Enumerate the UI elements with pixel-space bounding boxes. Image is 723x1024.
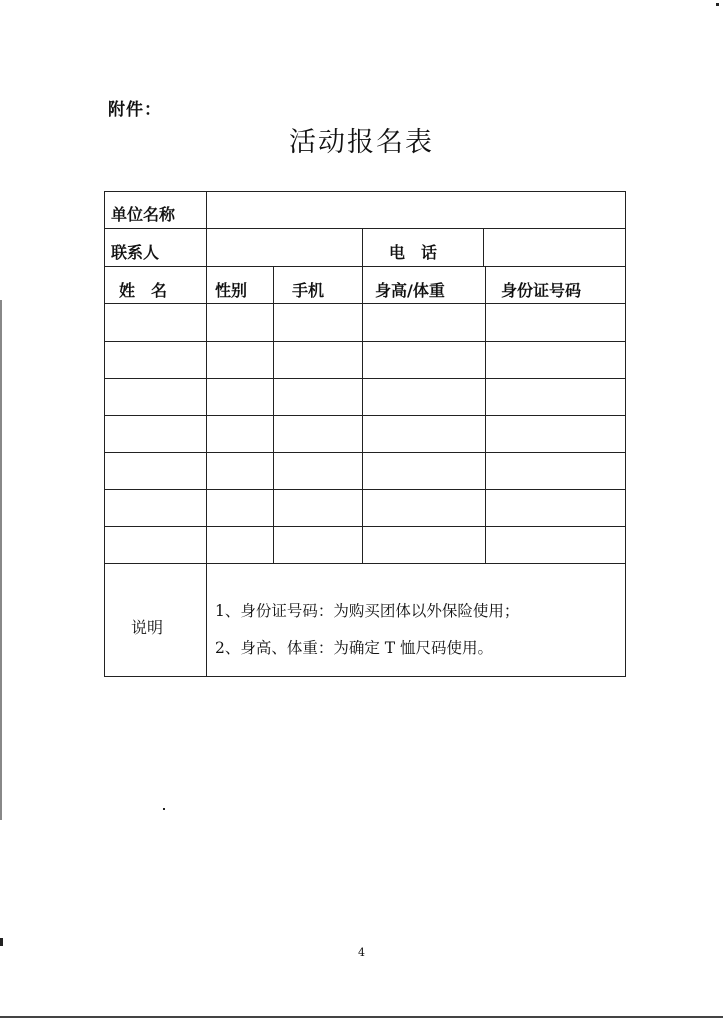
column-header-mobile: 手机 bbox=[292, 281, 325, 300]
id-number-cell[interactable] bbox=[487, 343, 623, 376]
height-weight-cell[interactable] bbox=[364, 305, 484, 339]
gender-cell[interactable] bbox=[208, 343, 272, 376]
notes-label: 说明 bbox=[131, 618, 164, 637]
gender-cell[interactable] bbox=[208, 528, 272, 561]
scan-mark bbox=[0, 300, 2, 820]
id-number-cell[interactable] bbox=[487, 491, 623, 524]
column-header-id-number: 身份证号码 bbox=[501, 281, 582, 300]
row-divider bbox=[105, 563, 625, 564]
table-row bbox=[105, 489, 625, 526]
table-row bbox=[105, 452, 625, 489]
column-header-name: 姓 名 bbox=[119, 281, 168, 300]
mobile-cell[interactable] bbox=[275, 305, 361, 339]
page-number: 4 bbox=[358, 946, 365, 959]
id-number-cell[interactable] bbox=[487, 305, 623, 339]
height-weight-cell[interactable] bbox=[364, 491, 484, 524]
gender-cell[interactable] bbox=[208, 380, 272, 413]
name-cell[interactable] bbox=[107, 417, 204, 450]
gender-cell[interactable] bbox=[208, 454, 272, 487]
height-weight-cell[interactable] bbox=[364, 528, 484, 561]
table-row bbox=[105, 303, 625, 341]
scan-mark bbox=[716, 3, 719, 6]
mobile-cell[interactable] bbox=[275, 528, 361, 561]
mobile-cell[interactable] bbox=[275, 343, 361, 376]
name-cell[interactable] bbox=[107, 491, 204, 524]
phone-label: 电 话 bbox=[389, 243, 438, 262]
scan-mark bbox=[0, 1016, 723, 1018]
row-divider bbox=[105, 266, 625, 267]
unit-name-field[interactable] bbox=[208, 193, 624, 227]
scan-mark bbox=[163, 808, 165, 810]
name-cell[interactable] bbox=[107, 343, 204, 376]
contact-field[interactable] bbox=[208, 230, 361, 265]
column-header-gender: 性别 bbox=[215, 281, 248, 300]
height-weight-cell[interactable] bbox=[364, 343, 484, 376]
column-header-height-weight: 身高/体重 bbox=[375, 281, 445, 300]
id-number-cell[interactable] bbox=[487, 417, 623, 450]
table-row bbox=[105, 341, 625, 378]
gender-cell[interactable] bbox=[208, 491, 272, 524]
height-weight-cell[interactable] bbox=[364, 380, 484, 413]
unit-name-label: 单位名称 bbox=[111, 205, 176, 224]
phone-field[interactable] bbox=[485, 230, 624, 265]
id-number-cell[interactable] bbox=[487, 454, 623, 487]
note-item: 1、身份证号码：为购买团体以外保险使用； bbox=[215, 602, 520, 620]
gender-cell[interactable] bbox=[208, 417, 272, 450]
height-weight-cell[interactable] bbox=[364, 417, 484, 450]
table-row bbox=[105, 526, 625, 563]
name-cell[interactable] bbox=[107, 380, 204, 413]
mobile-cell[interactable] bbox=[275, 417, 361, 450]
name-cell[interactable] bbox=[107, 305, 204, 339]
id-number-cell[interactable] bbox=[487, 528, 623, 561]
attachment-label: 附件： bbox=[108, 100, 162, 120]
column-divider bbox=[362, 228, 363, 266]
table-row bbox=[105, 378, 625, 415]
scan-mark bbox=[0, 938, 3, 946]
contact-label: 联系人 bbox=[111, 243, 160, 262]
name-cell[interactable] bbox=[107, 454, 204, 487]
note-item: 2、身高、体重：为确定 T 恤尺码使用。 bbox=[215, 639, 494, 657]
registration-form-table bbox=[104, 191, 626, 677]
table-row bbox=[105, 415, 625, 452]
mobile-cell[interactable] bbox=[275, 380, 361, 413]
gender-cell[interactable] bbox=[208, 305, 272, 339]
height-weight-cell[interactable] bbox=[364, 454, 484, 487]
name-cell[interactable] bbox=[107, 528, 204, 561]
mobile-cell[interactable] bbox=[275, 454, 361, 487]
form-title: 活动报名表 bbox=[289, 127, 434, 158]
id-number-cell[interactable] bbox=[487, 380, 623, 413]
mobile-cell[interactable] bbox=[275, 491, 361, 524]
